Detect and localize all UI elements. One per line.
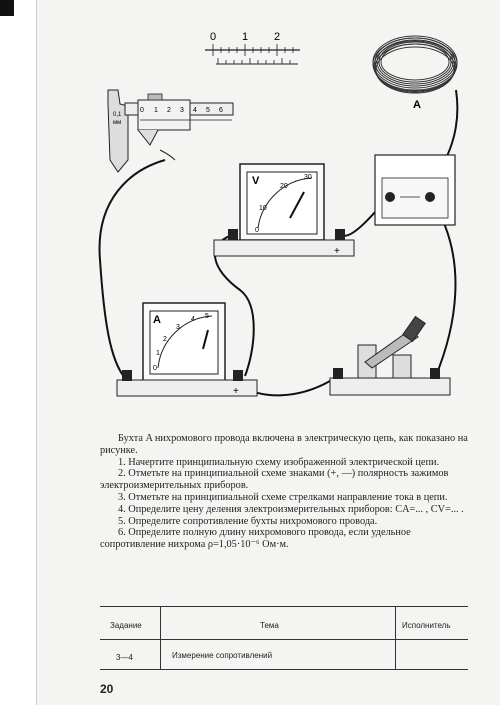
task-topic: Измерение сопротивлений (172, 651, 273, 660)
caliper-tick: 0 (140, 107, 144, 114)
task-item: 4. Определите цену деления электроизмерительных приборов: CA=... , CV=... . (118, 503, 464, 515)
voltmeter-tick: 0 (255, 227, 259, 234)
ammeter-symbol: A (153, 314, 161, 326)
header-topic: Тема (260, 621, 279, 630)
caliper-tick: 3 (180, 107, 184, 114)
task-item: 5. Определите сопротивление бухты нихромового провода. (118, 515, 378, 527)
task-item: 3. Отметьте на принципиальной схеме стрелками направление тока в цепи. (118, 491, 448, 503)
caliper (108, 90, 233, 172)
voltmeter-symbol: V (252, 175, 260, 187)
ammeter-tick: 0 (153, 365, 157, 372)
ammeter-plus: + (233, 386, 239, 397)
task-item: 2. Отметьте на принципиальной схеме знаками (+, —) полярность зажимов электроизмерительных приборов. (100, 468, 449, 492)
caliper-tick: 5 (206, 107, 210, 114)
ammeter-tick: 4 (191, 316, 195, 323)
ammeter-tick: 2 (163, 336, 167, 343)
scale-tick-label: 1 (242, 31, 249, 43)
scale-tick-label: 2 (274, 31, 281, 43)
knife-switch (330, 317, 450, 395)
caliper-tick: 4 (193, 107, 197, 114)
voltmeter-tick: 30 (304, 174, 312, 181)
ammeter-tick: 3 (176, 324, 180, 331)
task-number: 3—4 (116, 653, 133, 662)
caliper-tick: 1 (154, 107, 158, 114)
coil-label: A (413, 99, 421, 111)
task-text (100, 433, 468, 551)
caliper-tick: 2 (167, 107, 171, 114)
magnified-scale (205, 31, 300, 64)
header-performer: Исполнитель (402, 621, 451, 630)
task-item: 1. Начертите принципиальную схему изображенной электрической цепи. (118, 456, 440, 468)
voltmeter-tick: 10 (259, 205, 267, 212)
task-item: 6. Определите полную длину нихромового провода, если удельное сопротивление нихрома ρ=1,05·10⁻⁶ Ом·м. (100, 527, 411, 551)
scale-tick-label: 0 (210, 31, 217, 43)
assignment-table (100, 606, 468, 670)
ammeter (117, 303, 257, 397)
nichrome-coil (373, 36, 457, 93)
caliper-precision: 0,1 мм (113, 112, 122, 126)
header-task: Задание (110, 621, 142, 630)
caliper-tick: 6 (219, 107, 223, 114)
page-number: 20 (100, 682, 114, 696)
task-intro: Бухта A нихромового провода включена в электрическую цепь, как показано на рисунке. (100, 433, 468, 456)
power-source (375, 155, 455, 225)
ammeter-tick: 1 (156, 350, 160, 357)
voltmeter (214, 164, 354, 257)
ammeter-tick: 5 (205, 313, 209, 320)
voltmeter-tick: 20 (280, 183, 288, 190)
voltmeter-plus: + (334, 246, 340, 257)
